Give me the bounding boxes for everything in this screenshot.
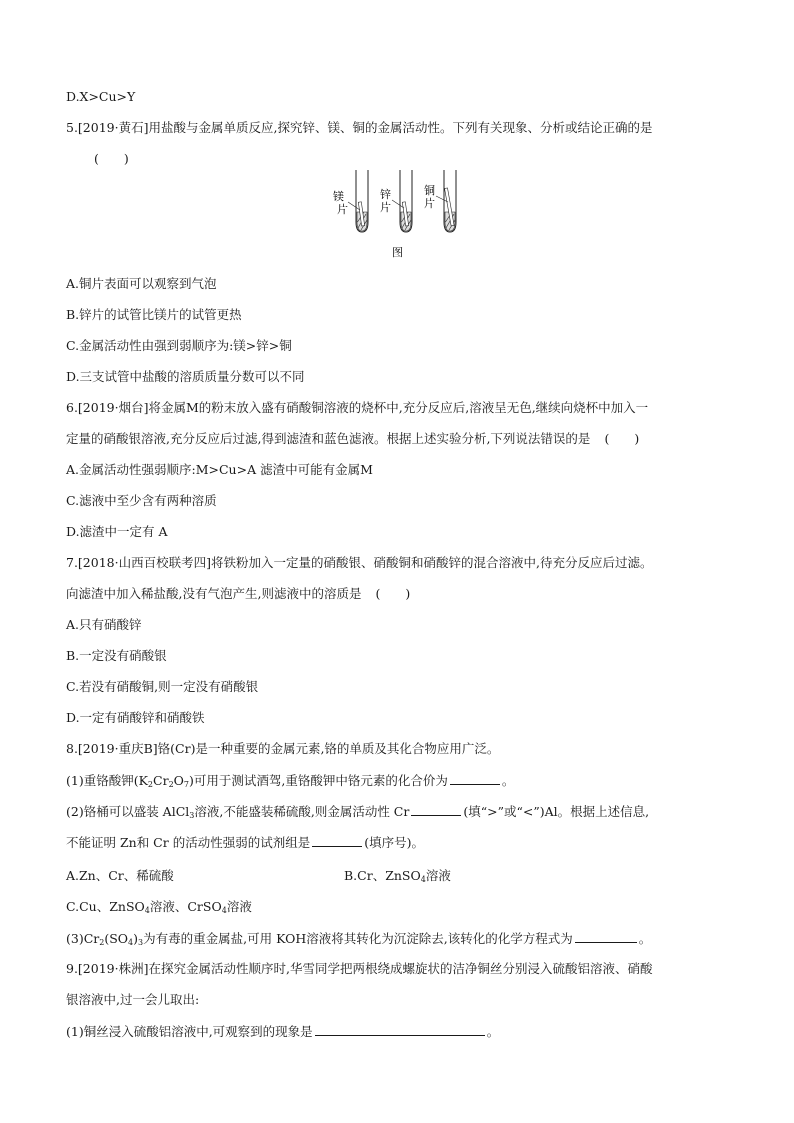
q8-p3-text: (SO [104, 931, 129, 946]
q8-p3-text: ) [133, 931, 139, 946]
q8-p2-text: 溶液,不能盛装稀硫酸,则金属活动性 Cr [194, 804, 410, 819]
q6-stem-line2 [66, 431, 639, 447]
q8-p2-text: (填“>”或“<”)Al。根据上述信息, [463, 804, 650, 819]
q8-p1-sub: 2 [147, 780, 154, 789]
q8-option-a: A.Zn、Cr、稀硫酸 [66, 868, 174, 883]
q8-p2-text: 不能证明 Zn和 Cr 的活动性强弱的试剂组是 [66, 835, 311, 850]
q8-part2-line2 [66, 834, 424, 851]
q8-p3-sub: 3 [138, 938, 144, 947]
copper-label-1: 铜 [424, 184, 435, 197]
q9-p1-text: (1)铜丝浸入硫酸铝溶液中,可观察到的现象是 [66, 1024, 313, 1039]
q8-p2-sub: 3 [189, 811, 195, 820]
q8-p1-sub: 7 [183, 780, 189, 789]
q7-option-b: B.一定没有硝酸银 [66, 648, 167, 663]
q6-answer-paren: ( ) [604, 431, 640, 446]
q8-p1-text: )可用于测试酒驾,重铬酸钾中铬元素的化合价为 [189, 773, 448, 788]
zinc-label-1: 锌 [380, 188, 391, 201]
q8-option-c [66, 899, 252, 919]
q7-stem-line1: 7.[2018·山西百校联考四]将铁粉加入一定量的硝酸银、硝酸铜和硝酸锌的混合溶液中,待充分反应后过滤。 [66, 555, 653, 570]
copper-tube [436, 170, 456, 232]
q8-option-b [344, 868, 451, 888]
test-tubes-figure [328, 168, 468, 260]
q5-option-a: A.铜片表面可以观察到气泡 [66, 276, 217, 291]
q8-optc-sub: 4 [221, 906, 227, 915]
q8-p3-sub: 4 [128, 938, 134, 947]
q6-stem-text: 定量的硝酸银溶液,充分反应后过滤,得到滤渣和蓝色滤液。根据上述实验分析,下列说法错误的是 [66, 431, 591, 446]
q8-optb-text: 溶液 [425, 868, 451, 883]
q7-option-a: A.只有硝酸锌 [66, 617, 142, 632]
magnesium-label-1: 镁 [333, 190, 344, 203]
q6-option-a: A.金属活动性强弱顺序:M>Cu>A 滤渣中可能有金属M [66, 462, 373, 477]
q8-p2-reagent-blank[interactable] [312, 834, 362, 847]
magnesium-label-2: 片 [337, 203, 348, 216]
q8-p2-text: (2)铬桶可以盛装 AlCl [66, 804, 190, 819]
q8-p1-text: Cr [153, 773, 169, 788]
q4-option-d: D.X>Cu>Y [66, 89, 136, 104]
q5-option-b: B.锌片的试管比镁片的试管更热 [66, 307, 242, 322]
q6-stem-line1: 6.[2019·烟台]将金属M的粉末放入盛有硝酸铜溶液的烧杯中,充分反应后,溶液呈无色,继续向烧杯中加入一 [66, 400, 649, 415]
q9-p1-text: 。 [486, 1024, 500, 1039]
q8-optc-text: 溶液、CrSO [149, 899, 222, 914]
q5-option-c: C.金属活动性由强到弱顺序为:镁>锌>铜 [66, 338, 292, 353]
q8-p3-text: 为有毒的重金属盐,可用 KOH溶液将其转化为沉淀除去,该转化的化学方程式为 [143, 931, 573, 946]
q8-p1-text: 。 [501, 773, 515, 788]
q8-p1-text: (1)重铬酸钾(K [66, 773, 148, 788]
q5-stem: 5.[2019·黄石]用盐酸与金属单质反应,探究锌、镁、铜的金属活动性。下列有关现象、分析或结论正确的是 [66, 120, 653, 135]
magnesium-tube [348, 170, 368, 232]
q8-part1 [66, 772, 514, 793]
q6-option-c: C.滤液中至少含有两种溶质 [66, 493, 217, 508]
q8-p2-text: (填序号)。 [364, 835, 424, 850]
q8-optb-text: B.Cr、ZnSO [344, 868, 421, 883]
q7-option-d: D.一定有硝酸锌和硝酸铁 [66, 710, 205, 725]
q7-option-c: C.若没有硝酸铜,则一定没有硝酸银 [66, 679, 259, 694]
q8-p2-answer-blank[interactable] [411, 803, 461, 816]
q9-p1-answer-blank[interactable] [315, 1023, 485, 1036]
q8-stem: 8.[2019·重庆B]铬(Cr)是一种重要的金属元素,铬的单质及其化合物应用广泛。 [66, 741, 500, 756]
copper-label-2: 片 [424, 197, 435, 210]
q8-part2-line1 [66, 803, 649, 824]
q8-optb-sub: 4 [420, 875, 426, 884]
q9-part1 [66, 1023, 499, 1040]
q8-optc-sub: 4 [144, 906, 150, 915]
figure-caption: 图 [392, 246, 403, 259]
q8-p3-sub: 2 [99, 938, 105, 947]
q9-stem-line2: 银溶液中,过一会儿取出: [66, 992, 200, 1007]
q8-part3 [66, 930, 651, 951]
zinc-tube [392, 170, 412, 232]
q5-option-d: D.三支试管中盐酸的溶质质量分数可以不同 [66, 369, 305, 384]
q8-p1-text: O [173, 773, 184, 788]
q8-optc-text: C.Cu、ZnSO [66, 899, 145, 914]
q8-p1-answer-blank[interactable] [450, 772, 500, 785]
q8-p3-text: (3)Cr [66, 931, 100, 946]
q5-answer-paren: ( ) [94, 151, 129, 166]
q6-option-d: D.滤渣中一定有 A [66, 524, 168, 539]
zinc-label-2: 片 [380, 201, 391, 214]
q7-stem-text: 向滤渣中加入稀盐酸,没有气泡产生,则滤液中的溶质是 [66, 586, 362, 601]
q8-p3-text: 。 [638, 931, 652, 946]
q8-p1-sub: 2 [168, 780, 174, 789]
q7-answer-paren: ( ) [375, 586, 411, 601]
q8-p3-answer-blank[interactable] [575, 930, 637, 943]
q7-stem-line2 [66, 586, 410, 602]
q9-stem-line1: 9.[2019·株洲]在探究金属活动性顺序时,华雪同学把两根绕成螺旋状的洁净铜丝分别浸入硫酸铝溶液、硝酸 [66, 961, 653, 976]
q8-optc-text: 溶液 [226, 899, 252, 914]
